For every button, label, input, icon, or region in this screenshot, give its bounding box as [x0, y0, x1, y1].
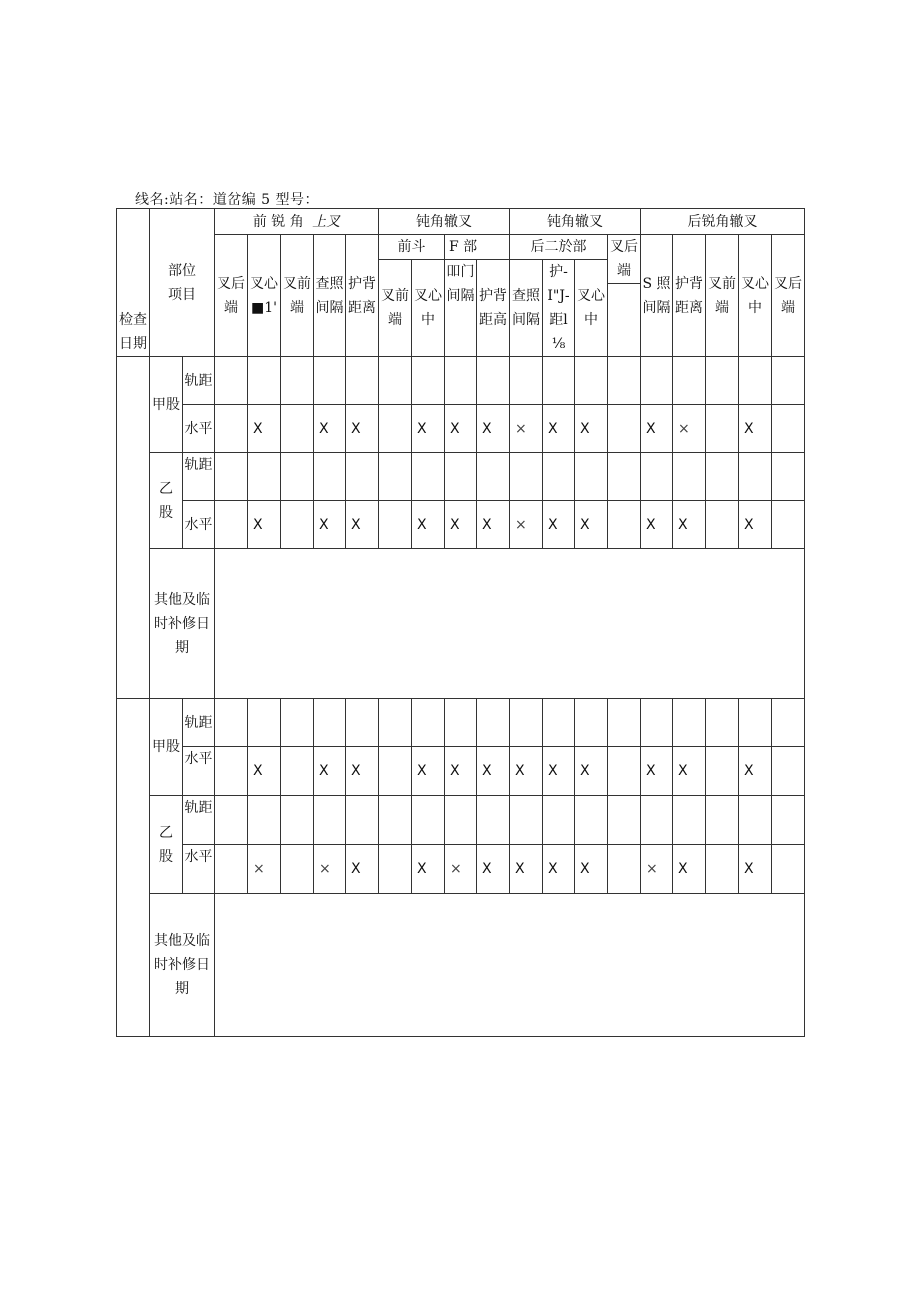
col-header-2: 叉心■1': [248, 235, 281, 357]
check-mark-cell: X: [445, 747, 477, 796]
col-header-8: 吅门间隔: [445, 260, 477, 357]
check-mark-cell: X: [641, 405, 673, 453]
other-repair-area[interactable]: [215, 894, 805, 1037]
check-mark-cell: X: [477, 501, 510, 549]
col-header-4: 查照间隔: [314, 235, 346, 357]
check-mark-cell: X: [248, 747, 281, 796]
check-mark-cell: ×: [248, 845, 281, 894]
check-mark-cell: X: [477, 405, 510, 453]
group-obtuse-2: 钝角辙叉: [510, 209, 641, 235]
check-mark-cell: X: [248, 405, 281, 453]
table-row: [117, 405, 805, 453]
empty-cell: [281, 405, 314, 453]
check-date-cell-1: [117, 357, 150, 699]
check-mark-cell: X: [739, 747, 772, 796]
inspection-table: [116, 208, 805, 1037]
check-mark-cell: X: [248, 501, 281, 549]
empty-cell: [281, 845, 314, 894]
check-mark-cell: X: [510, 845, 543, 894]
other-repair-label: 其他及临时补修日期: [150, 894, 215, 1037]
col-header-1: 叉后端: [215, 235, 248, 357]
item-level: 水平: [183, 747, 215, 796]
empty-cell: [608, 405, 641, 453]
check-mark-cell: X: [445, 405, 477, 453]
group-front-acute: [215, 209, 379, 235]
header-line: 线名:站名：道岔编 5 型号：: [135, 192, 320, 208]
check-mark-cell: ×: [673, 405, 706, 453]
empty-cell: [772, 405, 805, 453]
check-mark-cell: X: [575, 405, 608, 453]
col-header-3: 叉前端: [281, 235, 314, 357]
check-mark-cell: X: [477, 747, 510, 796]
empty-cell: [281, 747, 314, 796]
col-header-9: 护背距高: [477, 260, 510, 357]
col-header-13: 叉后端: [608, 235, 641, 284]
empty-cell: [281, 501, 314, 549]
check-mark-cell: X: [477, 845, 510, 894]
group-rear-acute: 后锐角辙叉: [641, 209, 805, 235]
other-repair-area[interactable]: [215, 549, 805, 699]
table-row: [117, 501, 805, 549]
check-mark-cell: X: [314, 405, 346, 453]
check-mark-cell: X: [510, 747, 543, 796]
empty-cell: [215, 501, 248, 549]
check-mark-cell: X: [346, 405, 379, 453]
check-mark-cell: ×: [510, 405, 543, 453]
empty-cell: [706, 845, 739, 894]
check-date-header: 检查日期: [117, 209, 150, 357]
stock-a-label: 甲股: [150, 699, 183, 796]
col-header-11: 护-I"J-距l⅛: [543, 260, 575, 357]
check-date-cell-2: [117, 699, 150, 1037]
check-mark-cell: X: [673, 845, 706, 894]
col-header-14: S 照间隔: [641, 235, 673, 357]
col-header-17: 叉心中: [739, 235, 772, 357]
stock-b-label: 乙股: [150, 453, 183, 549]
check-mark-cell: X: [575, 501, 608, 549]
check-mark-cell: ×: [641, 845, 673, 894]
check-mark-cell: X: [641, 747, 673, 796]
col-header-10: 查照间隔: [510, 260, 543, 357]
empty-cell: [608, 747, 641, 796]
item-level: 水平: [183, 501, 215, 549]
empty-cell: [379, 501, 412, 549]
stock-b-label: 乙股: [150, 796, 183, 894]
check-mark-cell: ×: [314, 845, 346, 894]
item-level: 水平: [183, 845, 215, 894]
group-front-acute-suffix: 上叉: [312, 213, 341, 230]
empty-cell: [379, 845, 412, 894]
col-header-18: 叉后端: [772, 235, 805, 357]
check-mark-cell: X: [346, 747, 379, 796]
check-mark-cell: X: [412, 501, 445, 549]
check-mark-cell: X: [346, 501, 379, 549]
empty-cell: [772, 501, 805, 549]
check-mark-cell: X: [739, 405, 772, 453]
item-gauge: 轨距: [183, 699, 215, 747]
check-mark-cell: X: [412, 405, 445, 453]
empty-cell: [379, 747, 412, 796]
col-header-7: 叉心中: [412, 260, 445, 357]
subgroup-rear: 后二於部: [510, 235, 608, 260]
table-row: [117, 747, 805, 796]
empty-cell: [608, 845, 641, 894]
empty-cell: [215, 845, 248, 894]
check-mark-cell: X: [543, 405, 575, 453]
check-mark-cell: X: [314, 747, 346, 796]
col-header-12: 叉心中: [575, 260, 608, 357]
check-mark-cell: X: [673, 747, 706, 796]
subgroup-f-part: F 部: [445, 235, 510, 260]
item-gauge: 轨距: [183, 357, 215, 405]
group-front-acute-label: 前 锐 角: [252, 213, 304, 230]
check-mark-cell: ×: [510, 501, 543, 549]
col-header-5: 护背距离: [346, 235, 379, 357]
other-repair-label: 其他及临时补修日期: [150, 549, 215, 699]
empty-cell: [772, 747, 805, 796]
empty-cell: [706, 405, 739, 453]
check-mark-cell: X: [543, 501, 575, 549]
check-mark-cell: X: [543, 747, 575, 796]
check-mark-cell: X: [314, 501, 346, 549]
item-gauge: 轨距: [183, 796, 215, 845]
col-header-15: 护背距离: [673, 235, 706, 357]
col-header-16: 叉前端: [706, 235, 739, 357]
check-mark-cell: X: [739, 501, 772, 549]
empty-cell: [379, 405, 412, 453]
empty-cell: [215, 405, 248, 453]
table-row: [117, 845, 805, 894]
check-mark-cell: X: [739, 845, 772, 894]
check-mark-cell: X: [412, 747, 445, 796]
check-mark-cell: X: [445, 501, 477, 549]
check-mark-cell: X: [673, 501, 706, 549]
empty-cell: [215, 747, 248, 796]
part-item-header: 部位项目: [150, 209, 215, 357]
item-level: 水平: [183, 405, 215, 453]
item-gauge: 轨距: [183, 453, 215, 501]
check-mark-cell: X: [346, 845, 379, 894]
empty-cell: [706, 747, 739, 796]
group-obtuse-1: 钝角辙叉: [379, 209, 510, 235]
check-mark-cell: X: [412, 845, 445, 894]
stock-a-label: 甲股: [150, 357, 183, 453]
empty-cell: [608, 501, 641, 549]
check-mark-cell: X: [543, 845, 575, 894]
col-header-6: 叉前端: [379, 260, 412, 357]
subgroup-front: 前斗: [379, 235, 445, 260]
check-mark-cell: X: [641, 501, 673, 549]
check-mark-cell: ×: [445, 845, 477, 894]
check-mark-cell: X: [575, 747, 608, 796]
empty-cell: [706, 501, 739, 549]
empty-cell: [772, 845, 805, 894]
check-mark-cell: X: [575, 845, 608, 894]
